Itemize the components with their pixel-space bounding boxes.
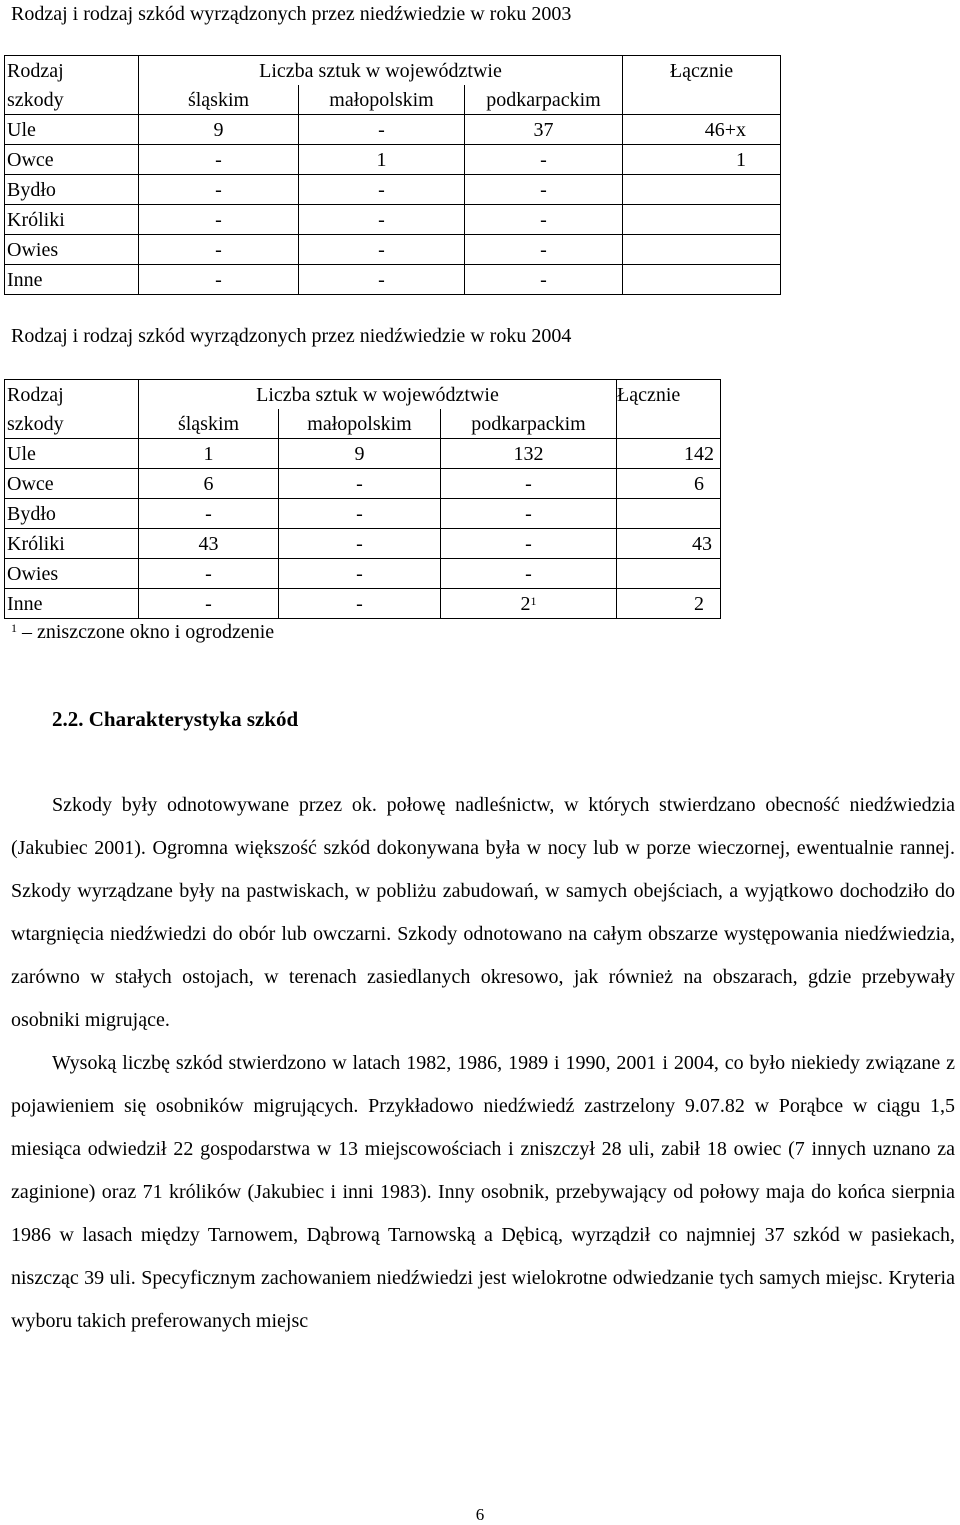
table2-cell-footnoted [441,589,617,619]
table-row [5,265,781,295]
table2-cell-total [617,559,721,589]
table1-cell: - [139,145,299,175]
table1-cell: - [465,205,623,235]
table2-cell: - [279,529,441,559]
table1-cell: - [139,205,299,235]
table2-cell: - [139,589,279,619]
table2-header-sub1: śląskim [139,409,279,439]
table1-cell: - [299,115,465,145]
table2-header-group: Liczba sztuk w województwie [139,380,617,410]
table2-cell: 9 [279,439,441,469]
paragraph-2: Wysoką liczbę szkód stwierdzono w latach 1982, 1986, 1989 i 1990, 2001 i 2004, co było niekiedy związane z pojawieniem się osobników migrujących. Przykładowo niedźwiedź zastrzelony 9.07.82 w Porąbce w ciągu 1,5 miesiąca odwiedził 22 gospodarstwa w 13 miejscowościach i zniszczył 28 uli, zabił 18 owiec (7 innych uznano za zaginione) oraz 71 królików (Jakubiec i inni 1983). Inny osobnik, przebywający od połowy maja do końca sierpnia 1986 w lasach między Tarnowem, Dąbrową Tarnowską a Dębicą, wyrządził co najmniej 37 szkód w pasiekach, niszcząc 39 uli. Specyficznym zachowaniem niedźwiedzi jest wielokrotne odwiedzanie tych samych miejsc. Kryteria wyboru takich preferowanych miejsc [11,1052,955,1332]
table1-header-total: Łącznie [623,56,781,86]
table-row [5,529,721,559]
table-row [5,559,721,589]
table-row [5,145,781,175]
table1-cell-total: 46+x [623,115,781,145]
table1 [4,55,781,295]
paragraph-1: Szkody były odnotowywane przez ok. połowę nadleśnictw, w których stwierdzano obecność niedźwiedzia (Jakubiec 2001). Ogromna większość szkód dokonywana była w nocy lub w porze wieczornej, ewentualnie rannej. Szkody wyrządzane były na pastwiskach, w pobliżu zabudowań, w samych obejściach, a wyjątkowo dochodziło do wtargnięcia niedźwiedzi do obór lub owczarni. Szkody odnotowano na całym obszarze występowania niedźwiedzia, zarówno w stałych ostojach, w terenach zasiedlanych okresowo, jak również na obszarach, gdzie przebywały osobniki migrujące. [11,794,955,1031]
table2-cell: - [441,469,617,499]
section-heading: 2.2. Charakterystyka szkód [52,707,299,731]
table-row [5,499,721,529]
table1-cell: - [299,205,465,235]
table1-cell: - [299,175,465,205]
table1-cell-name: Bydło [5,175,139,205]
table1-cell-name: Ule [5,115,139,145]
table1-cell: - [465,175,623,205]
table-row [5,175,781,205]
table1-cell: - [299,235,465,265]
table2-cell: 132 [441,439,617,469]
table2-cell: 43 [139,529,279,559]
table-row [5,469,721,499]
table2-cell-total [617,499,721,529]
table2-header-sub2: małopolskim [279,409,441,439]
footnote-reference: 1 [530,593,537,608]
table2-cell: - [441,529,617,559]
table1-cell-name: Inne [5,265,139,295]
table1-caption: Rodzaj i rodzaj szkód wyrządzonych przez niedźwiedzie w roku 2003 [11,3,572,25]
table-row [5,205,781,235]
table1-cell: - [139,175,299,205]
table2-cell-name: Owies [5,559,139,589]
table1-cell: - [465,265,623,295]
table2-cell-value: 2 [520,592,531,615]
table1-cell: 9 [139,115,299,145]
table1-cell: 37 [465,115,623,145]
table2-cell: - [279,469,441,499]
table2-header-total: Łącznie [617,380,721,410]
table1-header-type: Rodzaj [5,56,139,86]
table2-cell-name: Bydło [5,499,139,529]
table1-cell-total [623,235,781,265]
table1-cell: - [139,235,299,265]
table2-header-total-2 [617,409,721,439]
table1-cell-total: 1 [623,145,781,175]
footnote-text: – zniszczone okno i ogrodzenie [17,621,275,643]
body-text [11,784,955,1343]
table2-cell: - [139,499,279,529]
table2-cell-total: 6 [617,469,721,499]
table1-header-sub3: podkarpackim [465,85,623,115]
table2-cell-name: Króliki [5,529,139,559]
table2-cell-total: 43 [617,529,721,559]
table1-cell-name: Owce [5,145,139,175]
footnote-mark: 1 [11,621,17,635]
table2-header-type-2: szkody [5,409,139,439]
table1-header-group: Liczba sztuk w województwie [139,56,623,86]
table2-cell: - [441,499,617,529]
table2-caption: Rodzaj i rodzaj szkód wyrządzonych przez niedźwiedzie w roku 2004 [11,325,572,347]
table2-cell: - [279,589,441,619]
table-row [5,439,721,469]
table1-cell: - [139,265,299,295]
table1-header-sub1: śląskim [139,85,299,115]
table2-footnote [11,620,274,644]
table2-cell: - [279,499,441,529]
table1-cell-total [623,265,781,295]
table2-cell: - [139,559,279,589]
table2-cell: 1 [139,439,279,469]
table1-cell: - [299,265,465,295]
table1-cell: - [465,235,623,265]
table1-header-type-2: szkody [5,85,139,115]
table1-header-sub2: małopolskim [299,85,465,115]
table-row [5,589,721,619]
table2-cell: - [279,559,441,589]
table2-cell-total: 2 [617,589,721,619]
table2-cell-name: Owce [5,469,139,499]
table-row [5,235,781,265]
table1-cell-name: Owies [5,235,139,265]
table2-header-sub3: podkarpackim [441,409,617,439]
table2-cell-total: 142 [617,439,721,469]
table1-header-total-2 [623,85,781,115]
table2-header-type: Rodzaj [5,380,139,410]
table2-cell: - [441,559,617,589]
table2 [4,379,721,619]
table1-cell-total [623,205,781,235]
table2-cell-name: Inne [5,589,139,619]
table1-cell: 1 [299,145,465,175]
table2-cell-name: Ule [5,439,139,469]
table1-cell: - [465,145,623,175]
table2-cell: 6 [139,469,279,499]
table-row [5,115,781,145]
page-number: 6 [475,1505,485,1524]
table1-cell-name: Króliki [5,205,139,235]
table1-cell-total [623,175,781,205]
